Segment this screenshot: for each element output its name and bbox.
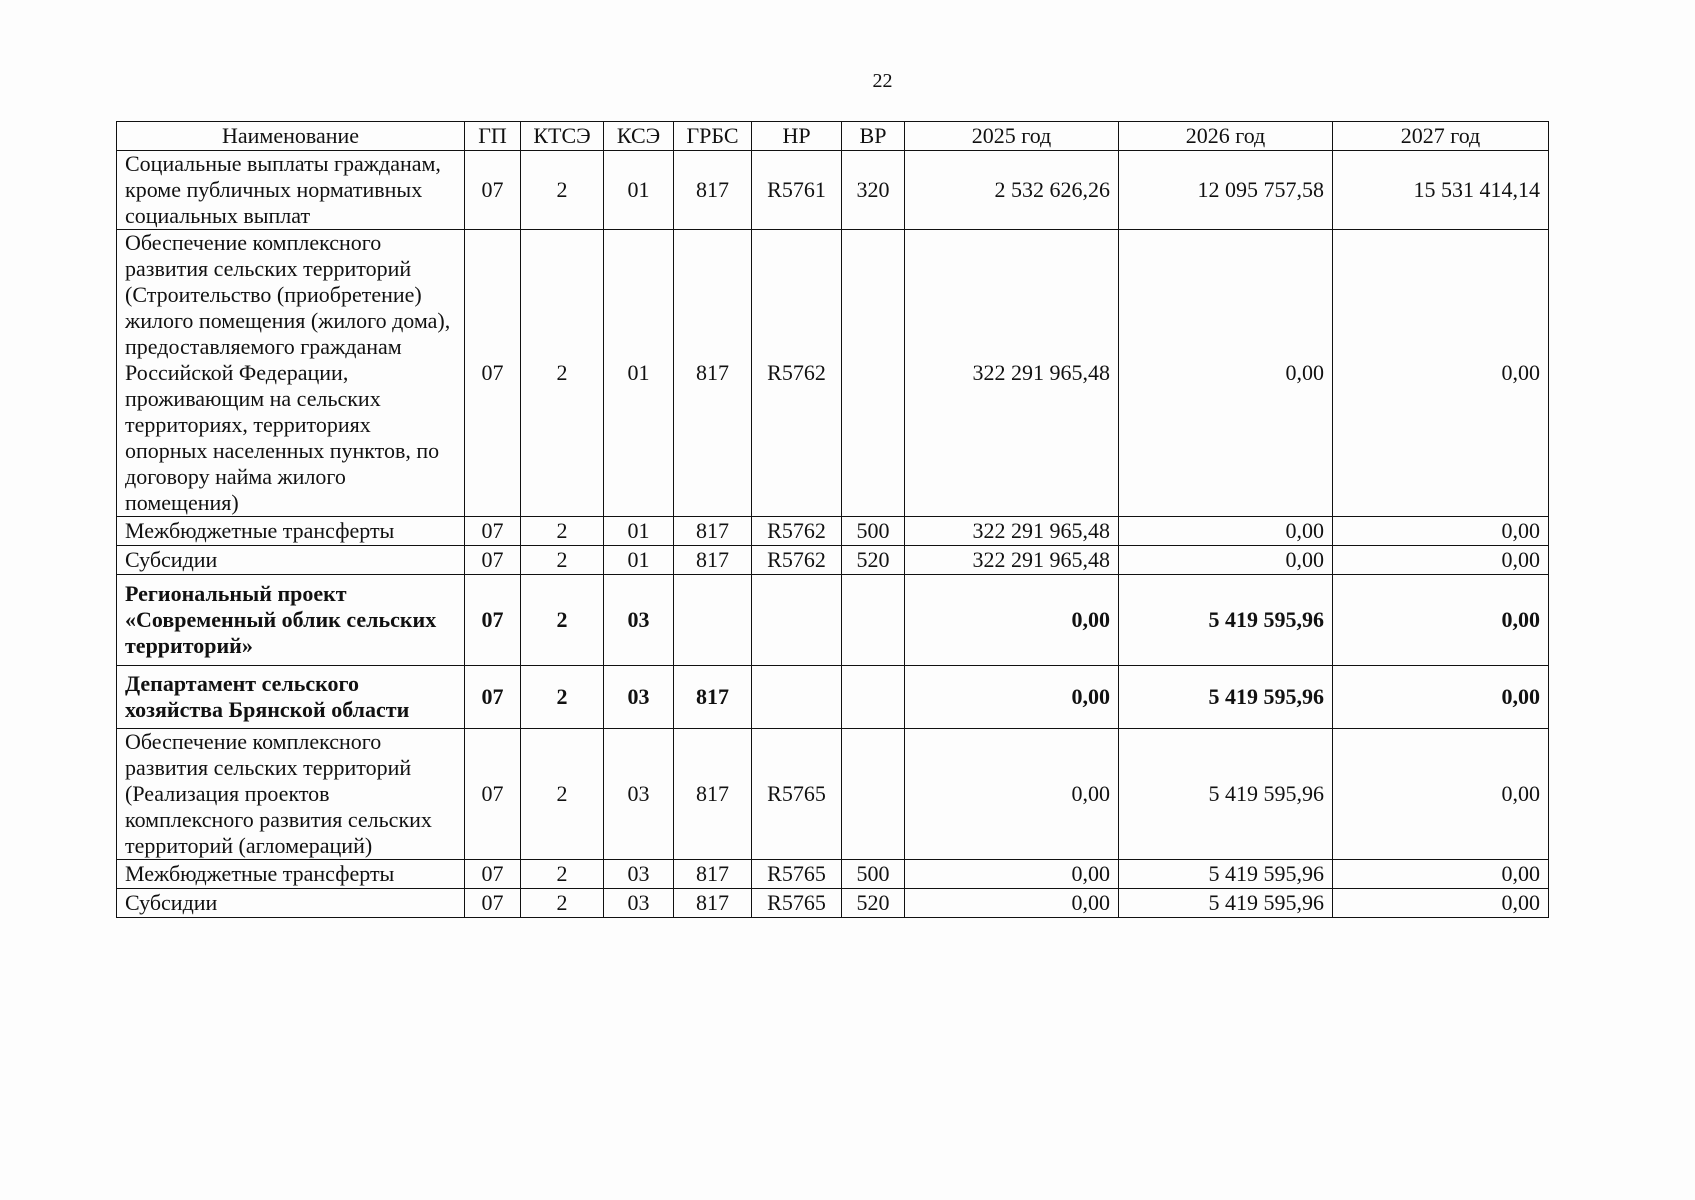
row-2027: 15 531 414,14 — [1333, 151, 1549, 230]
row-2027: 0,00 — [1333, 517, 1549, 546]
header-kse: КСЭ — [604, 122, 674, 151]
row-nr: R5765 — [752, 889, 842, 918]
row-gp: 07 — [465, 666, 521, 729]
table-row — [117, 860, 1549, 889]
row-ktse: 2 — [521, 517, 604, 546]
row-grbs: 817 — [674, 729, 752, 860]
row-name: Обеспечение комплексного развития сельских территорий (Реализация проектов комплексного развития сельских территорий (агломераций) — [117, 729, 465, 860]
row-vr: 500 — [842, 517, 905, 546]
row-kse: 01 — [604, 546, 674, 575]
table-header-row — [117, 122, 1549, 151]
row-grbs: 817 — [674, 666, 752, 729]
row-name: Региональный проект «Современный облик сельских территорий» — [117, 575, 465, 666]
row-2027: 0,00 — [1333, 666, 1549, 729]
table-row-department — [117, 666, 1549, 729]
header-vr: ВР — [842, 122, 905, 151]
row-2025: 0,00 — [905, 666, 1119, 729]
row-kse: 03 — [604, 889, 674, 918]
row-2027: 0,00 — [1333, 860, 1549, 889]
row-ktse: 2 — [521, 575, 604, 666]
row-2025: 2 532 626,26 — [905, 151, 1119, 230]
table-row — [117, 230, 1549, 517]
row-ktse: 2 — [521, 860, 604, 889]
row-2026: 0,00 — [1119, 230, 1333, 517]
row-vr: 520 — [842, 546, 905, 575]
row-nr — [752, 666, 842, 729]
row-ktse: 2 — [521, 546, 604, 575]
row-gp: 07 — [465, 575, 521, 666]
row-gp: 07 — [465, 729, 521, 860]
header-name: Наименование — [117, 122, 465, 151]
row-kse: 03 — [604, 575, 674, 666]
row-2027: 0,00 — [1333, 546, 1549, 575]
row-gp: 07 — [465, 230, 521, 517]
row-gp: 07 — [465, 517, 521, 546]
row-vr — [842, 666, 905, 729]
row-name: Межбюджетные трансферты — [117, 860, 465, 889]
row-nr: R5765 — [752, 729, 842, 860]
header-2025: 2025 год — [905, 122, 1119, 151]
row-name: Обеспечение комплексного развития сельских территорий (Строительство (приобретение) жилого помещения (жилого дома), предоставляемого гражданам Российской Федерации, проживающим на сельских территориях, территориях опорных населенных пунктов, по договору найма жилого помещения) — [117, 230, 465, 517]
row-grbs: 817 — [674, 546, 752, 575]
row-grbs: 817 — [674, 517, 752, 546]
row-nr: R5762 — [752, 546, 842, 575]
row-2025: 0,00 — [905, 860, 1119, 889]
row-2027: 0,00 — [1333, 729, 1549, 860]
row-nr — [752, 575, 842, 666]
row-ktse: 2 — [521, 151, 604, 230]
row-2026: 12 095 757,58 — [1119, 151, 1333, 230]
row-vr: 520 — [842, 889, 905, 918]
row-kse: 03 — [604, 666, 674, 729]
page-number: 22 — [872, 70, 893, 92]
header-2027: 2027 год — [1333, 122, 1549, 151]
row-name: Департамент сельского хозяйства Брянской области — [117, 666, 465, 729]
header-2026: 2026 год — [1119, 122, 1333, 151]
row-2027: 0,00 — [1333, 230, 1549, 517]
row-nr: R5761 — [752, 151, 842, 230]
row-2025: 0,00 — [905, 575, 1119, 666]
row-kse: 03 — [604, 729, 674, 860]
table-row — [117, 729, 1549, 860]
row-nr: R5765 — [752, 860, 842, 889]
row-name: Социальные выплаты гражданам, кроме публичных нормативных социальных выплат — [117, 151, 465, 230]
header-gp: ГП — [465, 122, 521, 151]
row-gp: 07 — [465, 546, 521, 575]
row-2027: 0,00 — [1333, 889, 1549, 918]
row-vr: 500 — [842, 860, 905, 889]
row-name: Субсидии — [117, 889, 465, 918]
row-gp: 07 — [465, 860, 521, 889]
row-grbs: 817 — [674, 889, 752, 918]
row-2025: 322 291 965,48 — [905, 230, 1119, 517]
row-name: Межбюджетные трансферты — [117, 517, 465, 546]
row-grbs: 817 — [674, 230, 752, 517]
table-row — [117, 546, 1549, 575]
row-2026: 5 419 595,96 — [1119, 666, 1333, 729]
row-grbs: 817 — [674, 860, 752, 889]
row-name: Субсидии — [117, 546, 465, 575]
row-2025: 322 291 965,48 — [905, 517, 1119, 546]
row-ktse: 2 — [521, 666, 604, 729]
row-ktse: 2 — [521, 889, 604, 918]
row-2026: 0,00 — [1119, 517, 1333, 546]
budget-table — [116, 121, 1549, 918]
row-vr — [842, 729, 905, 860]
row-2026: 5 419 595,96 — [1119, 889, 1333, 918]
row-gp: 07 — [465, 151, 521, 230]
header-ktse: КТСЭ — [521, 122, 604, 151]
row-kse: 01 — [604, 230, 674, 517]
row-2025: 322 291 965,48 — [905, 546, 1119, 575]
row-2027: 0,00 — [1333, 575, 1549, 666]
row-2026: 5 419 595,96 — [1119, 729, 1333, 860]
row-ktse: 2 — [521, 230, 604, 517]
row-vr — [842, 575, 905, 666]
header-grbs: ГРБС — [674, 122, 752, 151]
row-nr: R5762 — [752, 230, 842, 517]
row-2026: 5 419 595,96 — [1119, 575, 1333, 666]
table-row-regional-project — [117, 575, 1549, 666]
row-gp: 07 — [465, 889, 521, 918]
row-kse: 01 — [604, 517, 674, 546]
row-2025: 0,00 — [905, 729, 1119, 860]
table-row — [117, 889, 1549, 918]
row-grbs — [674, 575, 752, 666]
row-grbs: 817 — [674, 151, 752, 230]
row-2026: 0,00 — [1119, 546, 1333, 575]
table-row — [117, 517, 1549, 546]
header-nr: НР — [752, 122, 842, 151]
row-vr: 320 — [842, 151, 905, 230]
row-kse: 01 — [604, 151, 674, 230]
row-kse: 03 — [604, 860, 674, 889]
row-vr — [842, 230, 905, 517]
row-nr: R5762 — [752, 517, 842, 546]
row-2025: 0,00 — [905, 889, 1119, 918]
row-2026: 5 419 595,96 — [1119, 860, 1333, 889]
table-row — [117, 151, 1549, 230]
row-ktse: 2 — [521, 729, 604, 860]
